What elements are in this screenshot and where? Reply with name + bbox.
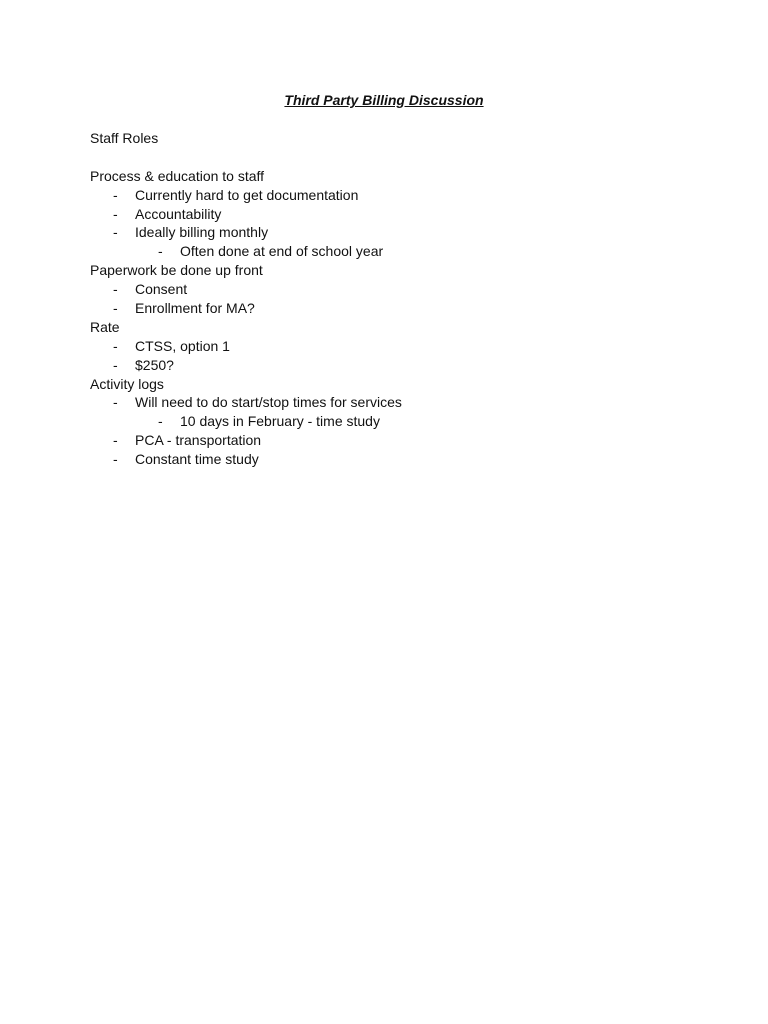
line-text: Paperwork be done up front	[90, 262, 263, 279]
bullet-dash: -	[113, 394, 118, 411]
section-heading	[90, 375, 402, 394]
line-text: Constant time study	[135, 451, 259, 468]
bullet-dash: -	[113, 186, 118, 203]
list-item	[90, 431, 402, 450]
list-item	[90, 223, 402, 242]
line-text: Often done at end of school year	[180, 243, 384, 260]
bullet-dash: -	[113, 451, 118, 468]
list-item	[90, 393, 402, 412]
bullet-dash: -	[158, 413, 163, 430]
line-text: Currently hard to get documentation	[135, 186, 359, 203]
list-item	[90, 450, 402, 469]
document-title: Third Party Billing Discussion	[284, 92, 484, 108]
section-heading	[90, 261, 402, 280]
section-heading	[90, 167, 402, 186]
section-heading	[90, 129, 402, 148]
bullet-dash: -	[113, 356, 118, 373]
list-item	[90, 412, 402, 431]
list-item	[90, 356, 402, 375]
line-text: Rate	[90, 318, 120, 335]
list-item	[90, 186, 402, 205]
list-item	[90, 280, 402, 299]
line-text: Process & education to staff	[90, 167, 265, 184]
line-text: Staff Roles	[90, 130, 159, 146]
list-item	[90, 205, 402, 224]
line-text: PCA - transportation	[135, 432, 262, 449]
bullet-dash: -	[113, 432, 118, 449]
bullet-dash: -	[113, 205, 118, 222]
blank-line	[90, 148, 402, 167]
line-text: CTSS, option 1	[135, 337, 230, 354]
list-item	[90, 242, 402, 261]
bullet-dash: -	[158, 243, 163, 260]
line-text: Activity logs	[90, 375, 164, 392]
line-text: $250?	[135, 356, 174, 373]
bullet-dash: -	[113, 224, 118, 241]
document-body	[90, 129, 402, 469]
line-text: Will need to do start/stop times for services	[135, 394, 402, 411]
list-item	[90, 299, 402, 318]
list-item	[90, 337, 402, 356]
section-heading	[90, 318, 402, 337]
line-text: 10 days in February - time study	[180, 413, 380, 430]
line-text: Consent	[135, 281, 188, 298]
bullet-dash: -	[113, 300, 118, 317]
line-text: Ideally billing monthly	[135, 224, 269, 241]
line-text: Enrollment for MA?	[135, 300, 255, 317]
bullet-dash: -	[113, 281, 118, 298]
line-text: Accountability	[135, 205, 222, 222]
bullet-dash: -	[113, 337, 118, 354]
